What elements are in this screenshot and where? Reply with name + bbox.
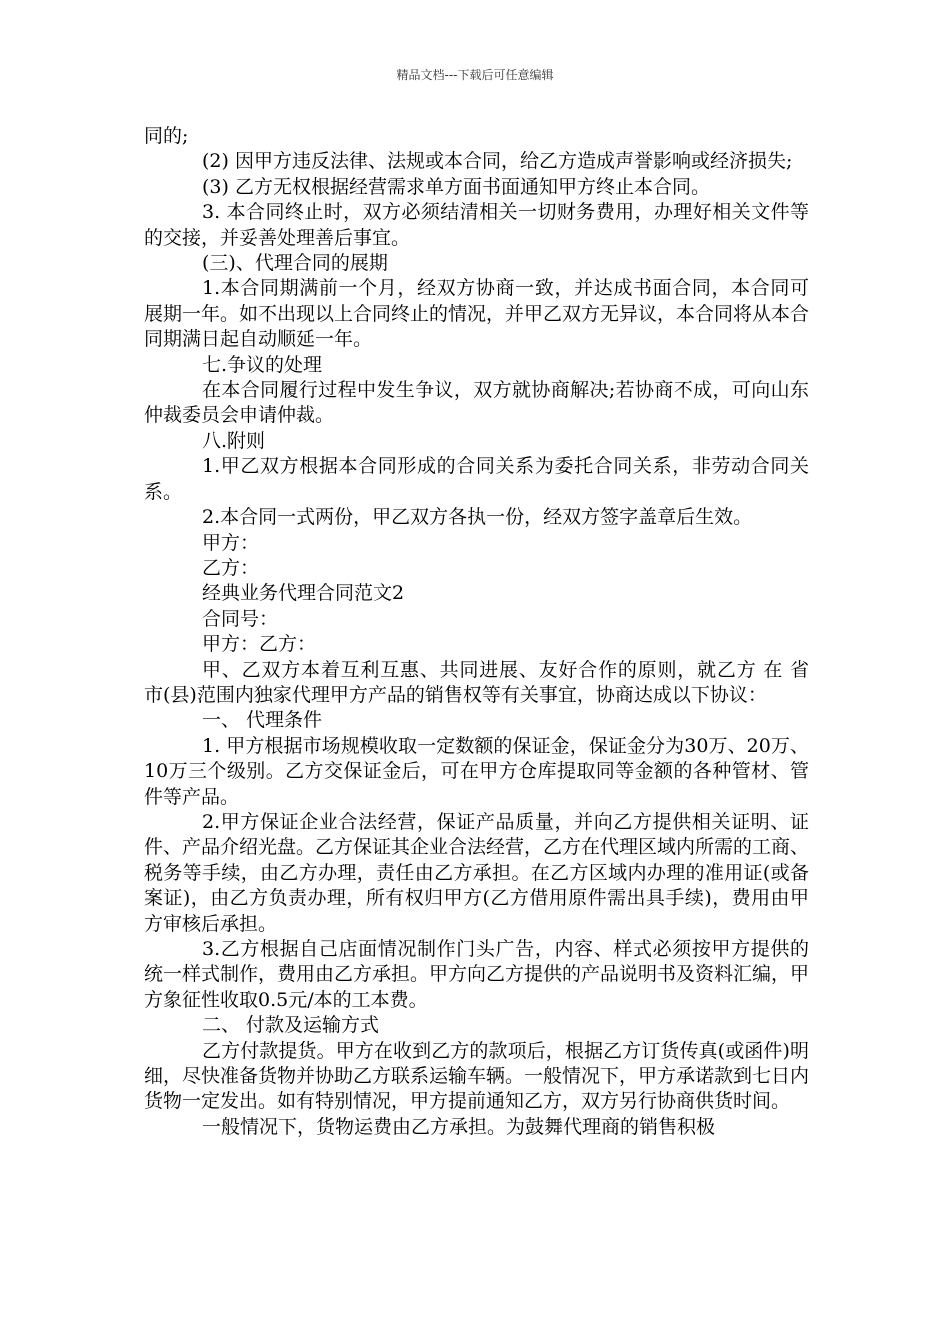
signature-line: 甲方： (202, 531, 260, 554)
paragraph: 在本合同履行过程中发生争议，双方就协商解决;若协商不成，可向山东仲裁委员会申请仲裁。 (144, 379, 809, 427)
page-header: 精品文档---下载后可任意编辑 (396, 68, 554, 82)
section-heading: (三)、代理合同的展期 (202, 252, 388, 275)
paragraph: (2) 因甲方违反法律、法规或本合同，给乙方造成声誉影响或经济损失; (202, 150, 793, 173)
paragraph: 乙方付款提货。甲方在收到乙方的款项后，根据乙方订货传真(或函件)明细，尽快准备货物并协助乙方联系运输车辆。一般情况下，甲方承诺款到七日内货物一定发出。如有特别情况，甲方提前通知乙方，双方另行协商供货时间。 (144, 1039, 810, 1113)
paragraph: 一般情况下，货物运费由乙方承担。为鼓舞代理商的销售积极 (202, 1115, 716, 1138)
paragraph: 3.乙方根据自己店面情况制作门头广告，内容、样式必须按甲方提供的统一样式制作，费用由乙方承担。甲方向乙方提供的产品说明书及资料汇编，甲方象征性收取0.5元/本的工本费。 (144, 938, 810, 1011)
section-heading: 一、 代理条件 (202, 709, 323, 732)
paragraph: 2.甲方保证企业合法经营，保证产品质量，并向乙方提供相关证明、证件、产品介绍光盘。乙方保证其企业合法经营，乙方在代理区域内所需的工商、税务等手续，由乙方办理，责任由乙方承担。在乙方区域内办理的准用证(或备案证)，由乙方负责办理，所有权归甲方(乙方借用原件需出具手续)，费用由甲方审核后承担。 (144, 810, 810, 935)
paragraph: 1.甲乙双方根据本合同形成的合同关系为委托合同关系，非劳动合同关系。 (144, 455, 809, 503)
paragraph: 1. 甲方根据市场规模收取一定数额的保证金，保证金分为30万、20万、10万三个级别。乙方交保证金后，可在甲方仓库提取同等金额的各种管材、管件等产品。 (144, 734, 809, 808)
paragraph: 同的; (144, 125, 189, 147)
paragraph: 3. 本合同终止时，双方必须结清相关一切财务费用，办理好相关文件等的交接，并妥善处理善后事宜。 (144, 201, 809, 249)
document-body (144, 124, 809, 1140)
section-heading: 八.附则 (202, 429, 266, 452)
contract-number: 合同号： (202, 607, 279, 630)
paragraph: 2.本合同一式两份，甲乙双方各执一份，经双方签字盖章后生效。 (202, 506, 753, 529)
parties-line: 甲方：乙方： (202, 633, 317, 656)
document-title: 经典业务代理合同范文2 (202, 582, 405, 605)
paragraph: 1.本合同期满前一个月，经双方协商一致，并达成书面合同，本合同可展期一年。如不出现以上合同终止的情况，并甲乙双方无异议，本合同将从本合同期满日起自动顺延一年。 (144, 277, 810, 351)
paragraph: (3) 乙方无权根据经营需求单方面书面通知甲方终止本合同。 (202, 175, 710, 198)
section-heading: 二、 付款及运输方式 (202, 1014, 380, 1037)
paragraph: 甲、乙双方本着互利互惠、共同进展、友好合作的原则，就乙方 在 省 市(县)范围内独家代理甲方产品的销售权等有关事宜，协商达成以下协议： (144, 658, 809, 706)
signature-line: 乙方： (202, 556, 260, 579)
section-heading: 七.争议的处理 (202, 353, 323, 376)
